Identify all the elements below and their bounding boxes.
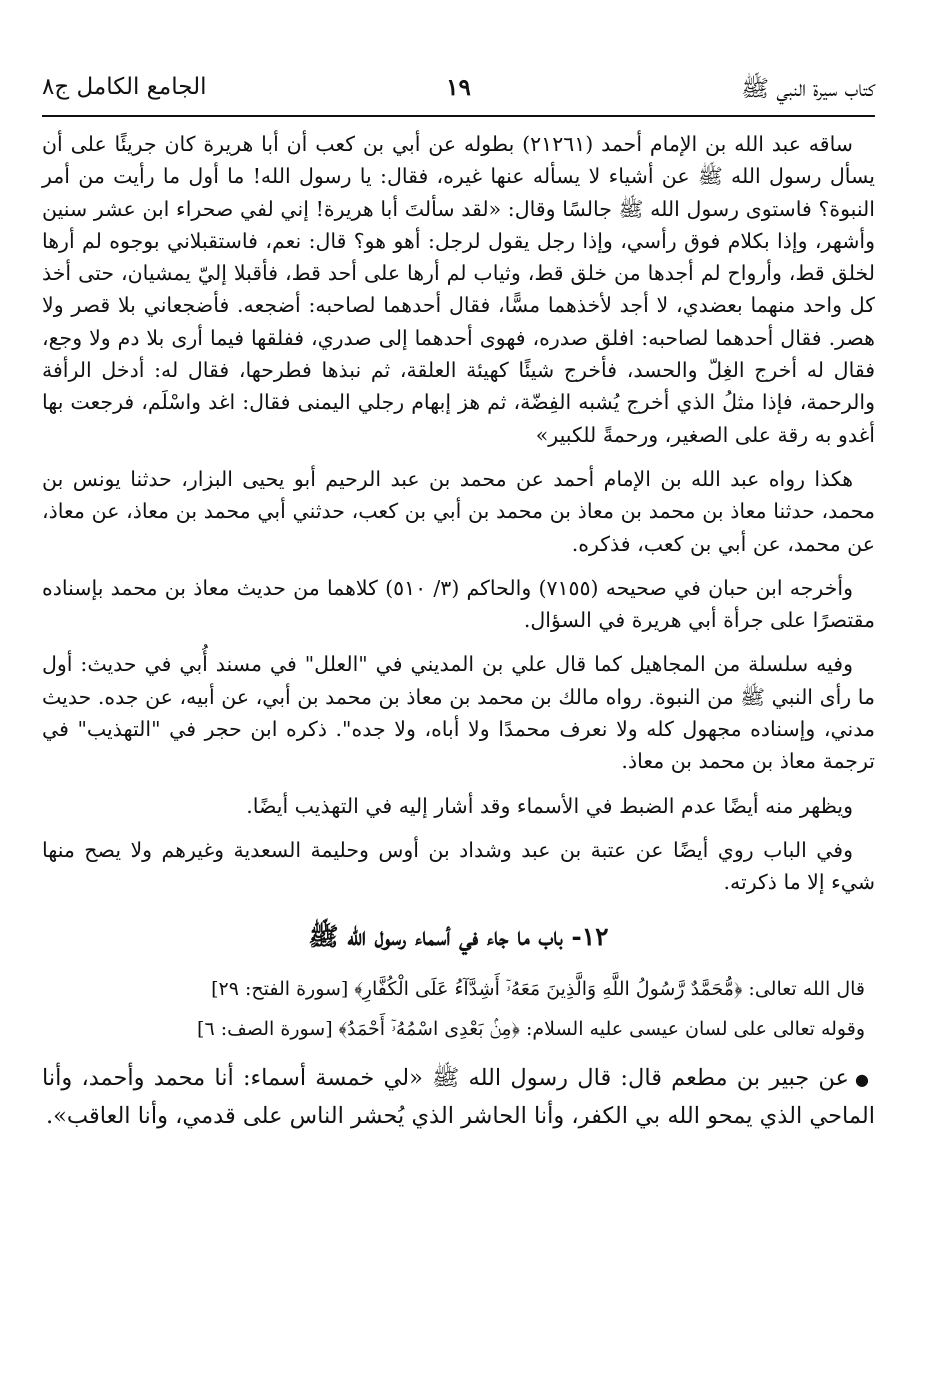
paragraph-illah: وفيه سلسلة من المجاهيل كما قال علي بن المديني في "العلل" في مسند أُبي في حديث: أول ما رأى النبي ﷺ من النبوة. رواه مالك بن محمد بن معاذ بن محمد بن أبي، عن أبيه، عن جده. حديث مدني، وإسناده مجهول كله ولا نعرف محمدًا ولا أباه، ولا جده". ذكره ابن حجر في "التهذيب" في ترجمة معاذ بن محمد بن معاذ. (42, 652, 875, 774)
section-heading: ١٢- باب ما جاء في أسماء رسول الله ﷺ (308, 921, 609, 951)
series-title: الجامع الكامل ج٨ (42, 74, 207, 100)
hadith-text: عن جبير بن مطعم قال: قال رسول الله ﷺ «لي خمسة أسماء: أنا محمد وأحمد، وأنا الماحي الذي يمحو الله بي الكفر، وأنا الحاشر الذي يُحشر الناس على قدمي، وأنا العاقب». (42, 1064, 875, 1129)
paragraph-other-narrations: وفي الباب روي أيضًا عن عتبة بن عبد وشداد بن أوس وحليمة السعدية وغيرهم ولا يصح منها شيء إلا ما ذكرته. (42, 837, 875, 895)
paragraph-takhrij: وأخرجه ابن حبان في صحيحه (٧١٥٥) والحاكم (٣/ ٥١٠) كلاهما من حديث معاذ بن محمد بإسناده مقتصرًا على جرأة أبي هريرة في السؤال. (42, 575, 875, 633)
quran-verse-saff: وقوله تعالى على لسان عيسى عليه السلام: ﴿مِنۢ بَعْدِى اسْمُهُۥٓ أَحْمَدُ﴾ [سورة الصف: ٦] (197, 1017, 865, 1040)
quran-verse-fath: قال الله تعالى: ﴿مُّحَمَّدٌ رَّسُولُ اللَّهِ وَالَّذِينَ مَعَهُۥٓ أَشِدَّآءُ عَلَى الْكُفَّارِ﴾ [سورة الفتح: ٢٩] (211, 977, 865, 1000)
paragraph-note: ويظهر منه أيضًا عدم الضبط في الأسماء وقد أشار إليه في التهذيب أيضًا. (246, 793, 853, 818)
header-rule (42, 115, 875, 117)
paragraph-hadith-narration: ساقه عبد الله بن الإمام أحمد (٢١٢٦١) بطوله عن أبي بن كعب أن أبا هريرة كان جريئًا على أن يسأل رسول الله ﷺ عن أشياء لا يسأله عنها غيره، فقال: يا رسول الله! ما أول ما رأيت من أمر النبوة؟ فاستوى رسول الله ﷺ جالسًا وقال: «لقد سألتَ أبا هريرة! إني لفي صحراء ابن عشر سنين وأشهر، وإذا بكلام فوق رأسي، وإذا رجل يقول لرجل: أهو هو؟ قال: نعم، فاستقبلاني بوجوه لم أرها لخلق قط، وأرواح لم أجدها من خلق قط، وثياب لم أرها على أحد قط، فأقبلا إليّ يمشيان، حتى أخذ كل واحد منهما بعضدي، لا أجد لأخذهما مسًّا، فقال أحدهما لصاحبه: أضجعه. فأضجعاني بلا قصر ولا هصر. فقال أحدهما لصاحبه: افلق صدره، فهوى أحدهما إلى صدري، ففلقها فيما أرى بلا دم ولا وجع، فقال له أخرج الغِلّ والحسد، فأخرج شيئًا كهيئة العلقة، ثم نبذها فطرحها، فقال له: أدخل الرأفة والرحمة، فإذا مثلُ الذي أخرج يُشبه الفِضّة، ثم هز إبهام رجلي اليمنى فقال: اغد واسْلَم، فرجعت بها أغدو به رقة على الصغير، ورحمةً للكبير» (42, 132, 875, 447)
page-body (42, 128, 875, 1135)
paragraph-isnad: هكذا رواه عبد الله بن الإمام أحمد عن محمد بن عبد الرحيم أبو يحيى البزار، حدثنا يونس بن محمد، حدثنا معاذ بن محمد بن معاذ بن محمد بن أبي بن كعب، حدثني أبي محمد بن معاذ، عن معاذ، عن محمد، عن أبي بن كعب، فذكره. (42, 466, 875, 556)
bullet-icon: ● (854, 1069, 872, 1089)
page-number: ١٩ (446, 74, 471, 101)
page-header (42, 66, 875, 110)
book-title: كتاب سيرة النبي ﷺ (741, 76, 875, 102)
hadith-paragraph (42, 1060, 875, 1135)
